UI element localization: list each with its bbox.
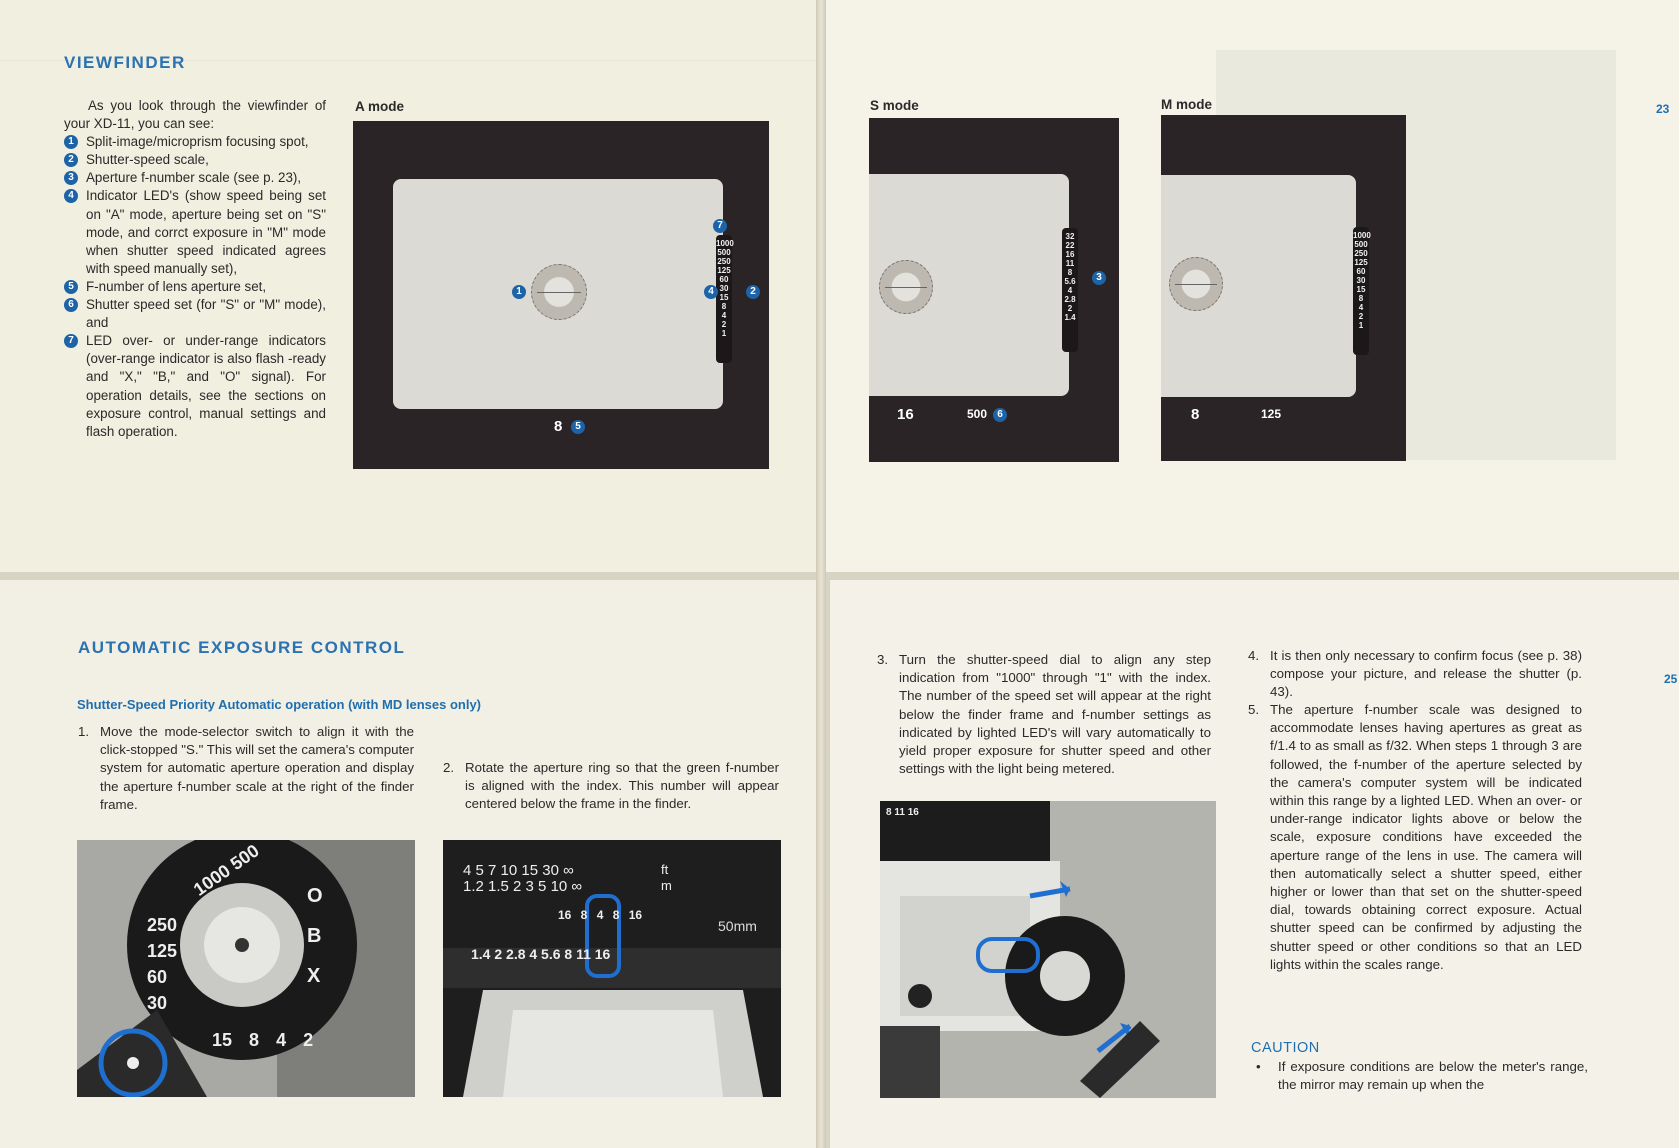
list-item: 3 Aperture f-number scale (see p. 23),: [64, 169, 326, 187]
callout-6: 6: [993, 408, 1007, 422]
a-mode-label: A mode: [355, 99, 405, 114]
lens-distance-m: 1.2 1.5 2 3 5 10 ∞: [463, 878, 583, 895]
aperture-scale: 32 22 16 11 8 5.6 4 2.8 2 1.4: [1062, 228, 1078, 352]
lens-unit-ft: ft: [661, 862, 669, 877]
shutter-dial-illustration: [77, 840, 415, 1097]
lens-distance-ft: 4 5 7 10 15 30 ∞: [463, 862, 574, 879]
list-item: 6 Shutter speed set (for "S" or "M" mode), and: [64, 296, 326, 332]
dial-slow-speeds: 15 8 4 2: [212, 1030, 314, 1050]
aperture-ring-values: 1.4 2 2.8 4 5.6 8 11 16: [471, 946, 611, 962]
book-gutter: [816, 0, 826, 1148]
photo-scale-text: 8 11 16: [886, 807, 919, 818]
callout-1: 1: [512, 285, 526, 299]
shutter-speed-scale: 1000 500 250 125 60 30 15 8 4 2 1: [716, 235, 732, 363]
step-4: 4. It is then only necessary to confirm focus (see p. 38) compose your picture, and release the shutter (p. 43).: [1248, 648, 1582, 700]
callout-7: 7: [713, 219, 727, 233]
caution-item: • If exposure conditions are below the meter's range, the mirror may remain up when the: [1256, 1059, 1588, 1093]
m-mode-speed: 125: [1261, 407, 1282, 421]
lens-focal-length: 50mm: [718, 918, 757, 934]
m-mode-fnumber: 8: [1191, 406, 1200, 423]
m-mode-viewfinder: [1161, 115, 1406, 461]
step-1: 1. Move the mode-selector switch to align it with the click-stopped "S." This will set the camera's computer system for automatic aperture operation and display the aperture f-number scale at the right of the finder frame.: [78, 724, 414, 812]
m-mode-label: M mode: [1161, 97, 1213, 112]
aec-heading: AUTOMATIC EXPOSURE CONTROL: [78, 638, 406, 657]
page-number: 23: [1656, 102, 1670, 116]
callout-5: 5: [571, 420, 585, 434]
depth-of-field-scale: 16 8 4 8 16: [558, 908, 643, 922]
dial-speed-column: 250 125 60 30: [147, 915, 178, 1013]
aec-subheading: Shutter-Speed Priority Automatic operation (with MD lenses only): [77, 697, 482, 712]
list-item: 7 LED over- or under-range indicators (over-range indicator is also flash -ready and "X," "B," and "O" signal). For operation details, see the sections on exposure control, manual settings and flash operation.: [64, 332, 326, 441]
viewfinder-intro: As you look through the viewfinder of your XD-11, you can see:: [64, 98, 326, 132]
shutter-dial-photo: [77, 840, 415, 1097]
list-item: 4 Indicator LED's (show speed being set on "A" mode, aperture being set on "S" mode, and corrct exposure in "M" mode when shutter speed indicated agrees with speed manually set),: [64, 187, 326, 277]
lens-photo: [443, 840, 781, 1097]
camera-top-photo: [880, 801, 1216, 1098]
page-number: 25: [1664, 672, 1678, 686]
step-3: 3. Turn the shutter-speed dial to align any step indication from "1000" through "1" with the index. The number of the speed set will appear at the right below the finder frame and f-number settings as indicated by lighted LED's will vary automatically to yield proper exposure for shutter speed and other settings with the light being metered.: [877, 652, 1211, 777]
shutter-speed-scale: 1000 500 250 125 60 30 15 8 4 2 1: [1353, 227, 1369, 355]
s-mode-viewfinder: [869, 118, 1119, 462]
callout-2: 2: [746, 285, 760, 299]
list-item: 1 Split-image/microprism focusing spot,: [64, 133, 326, 151]
microprism-spot: [1169, 257, 1223, 311]
caution-heading: CAUTION: [1251, 1040, 1320, 1056]
viewfinder-heading: VIEWFINDER: [64, 53, 186, 72]
a-mode-fnumber: 8: [554, 418, 563, 435]
list-item: 5 F-number of lens aperture set,: [64, 278, 326, 296]
camera-top-illustration: [880, 801, 1216, 1098]
s-mode-label: S mode: [870, 98, 919, 113]
dial-letters: O B X: [307, 885, 323, 987]
a-mode-viewfinder: [353, 121, 769, 469]
dial-speed-labels: 1000 500: [189, 840, 263, 900]
lens-unit-m: m: [661, 878, 672, 893]
callout-3: 3: [1092, 271, 1106, 285]
viewfinder-text: [64, 97, 326, 441]
callout-4: 4: [704, 285, 718, 299]
microprism-spot: [531, 264, 587, 320]
microprism-spot: [879, 260, 933, 314]
step-2: 2. Rotate the aperture ring so that the green f-number is aligned with the index. This number will appear centered below the frame in the finder.: [443, 760, 779, 812]
step-5: 5. The aperture f-number scale was designed to accommodate lenses having apertures as great as f/1.4 to as small as f/32. When steps 1 through 3 are followed, the f-number of the aperture selected by the camera's computer system will be indicated within this range by a lighted LED. When an over- or under-range indicator lights above or below the scale, exposure conditions have exceeded the aperture range of the lens in use. The camera will then automatically select a shutter speed, either higher or lower than that set on the shutter-speed dial, towards obtaining correct exposure. Actual shutter speed can be confirmed by adjusting the shutter speed or other conditions so that an LED lights within the scales range.: [1248, 702, 1582, 972]
s-mode-speed: 500: [967, 407, 988, 421]
list-item: 2 Shutter-speed scale,: [64, 151, 326, 169]
s-mode-fnumber: 16: [897, 406, 914, 423]
